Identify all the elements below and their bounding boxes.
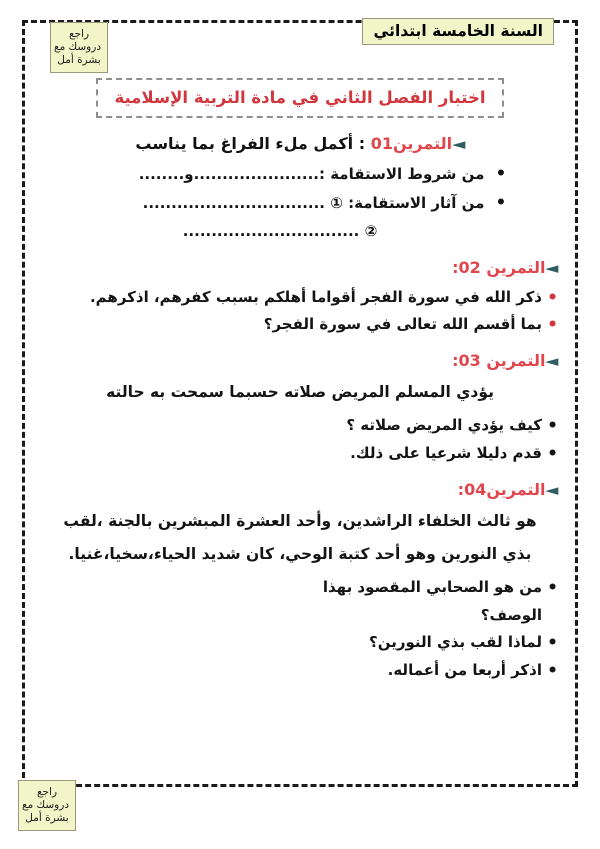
chevron-left-icon: ◄ [545, 258, 559, 277]
grade-level-chip: السنة الخامسة ابتدائي [362, 18, 554, 45]
list-item: • كيف يؤدي المريض صلاته ؟ [259, 412, 558, 440]
exercise-04-heading [42, 478, 558, 502]
watermark-line-2: دروسك مع [21, 799, 69, 811]
watermark-line-1: راجع [36, 786, 58, 798]
chevron-left-icon: ◄ [452, 135, 466, 153]
exercise-04-paragraph-line-1: هو ثالث الخلفاء الراشدين، وأحد العشرة المبشرين بالجنة ،لقب [63, 511, 537, 530]
exercise-01-fill-lines [94, 160, 507, 246]
exercise-02-question-list [42, 284, 558, 340]
chevron-left-icon: ◄ [545, 352, 559, 370]
chevron-left-icon: ◄ [545, 480, 559, 499]
exercise-03-heading [42, 349, 558, 373]
exercise-01-prompt: أكمل ملء الفراغ بما يناسب [135, 134, 354, 153]
exercise-04 [42, 478, 558, 685]
watermark-badge-bottom [18, 780, 76, 831]
list-item: • بما أقسم الله تعالى في سورة الفجر؟ [42, 311, 558, 339]
exercise-02 [42, 256, 558, 340]
exercise-01-separator: : [353, 134, 371, 153]
watermark-line-1: راجع [68, 28, 90, 40]
list-item: • اذكر أربعا من أعماله. [259, 657, 558, 685]
exercise-03-question-list [259, 412, 558, 468]
exercise-04-paragraph-line-2: بذي النورين وهو أحد كتبة الوحي، كان شديد الحياء،سخيا،غنيا. [68, 544, 532, 563]
fill-line-1[interactable]: • من شروط الاستقامة :......................و........ [94, 160, 507, 189]
watermark-line-3: بشرة أمل [25, 812, 69, 824]
watermark-line-3: بشرة أمل [57, 54, 101, 66]
exam-title: اختبار الفصل الثاني في مادة التربية الإسلامية [96, 78, 503, 118]
exercise-03 [42, 349, 558, 468]
list-item: • قدم دليلا شرعيا على ذلك. [259, 440, 558, 468]
page-header [42, 14, 558, 72]
list-item: • من هو الصحابي المقصود بهذا الوصف؟ [259, 574, 558, 630]
watermark-line-2: دروسك مع [53, 41, 101, 53]
exercise-01-label: التمرين01 [370, 134, 453, 153]
page-content [12, 10, 588, 841]
fill-line-2[interactable]: • من آثار الاستقامة: ① ................................ [94, 189, 507, 218]
exercise-01 [42, 132, 558, 246]
exercise-04-label: التمرين04: [457, 479, 546, 499]
list-item: • ذكر الله في سورة الفجر أقواما أهلكم بسبب كفرهم، اذكرهم. [42, 284, 558, 312]
exercise-02-heading [42, 256, 558, 280]
exercise-02-label: التمرين 02: [452, 257, 546, 277]
fill-line-3[interactable]: ② ............................... [182, 222, 378, 240]
watermark-badge-top [50, 22, 108, 73]
exam-title-container [42, 78, 558, 118]
exercise-03-paragraph: يؤدي المسلم المريض صلاته حسبما سمحت به حالته [106, 383, 494, 401]
list-item: • لماذا لقب بذي النورين؟ [259, 629, 558, 657]
exercise-01-heading [42, 132, 558, 156]
exercise-03-label: التمرين 03: [452, 351, 546, 370]
exercise-04-question-list [259, 574, 558, 685]
